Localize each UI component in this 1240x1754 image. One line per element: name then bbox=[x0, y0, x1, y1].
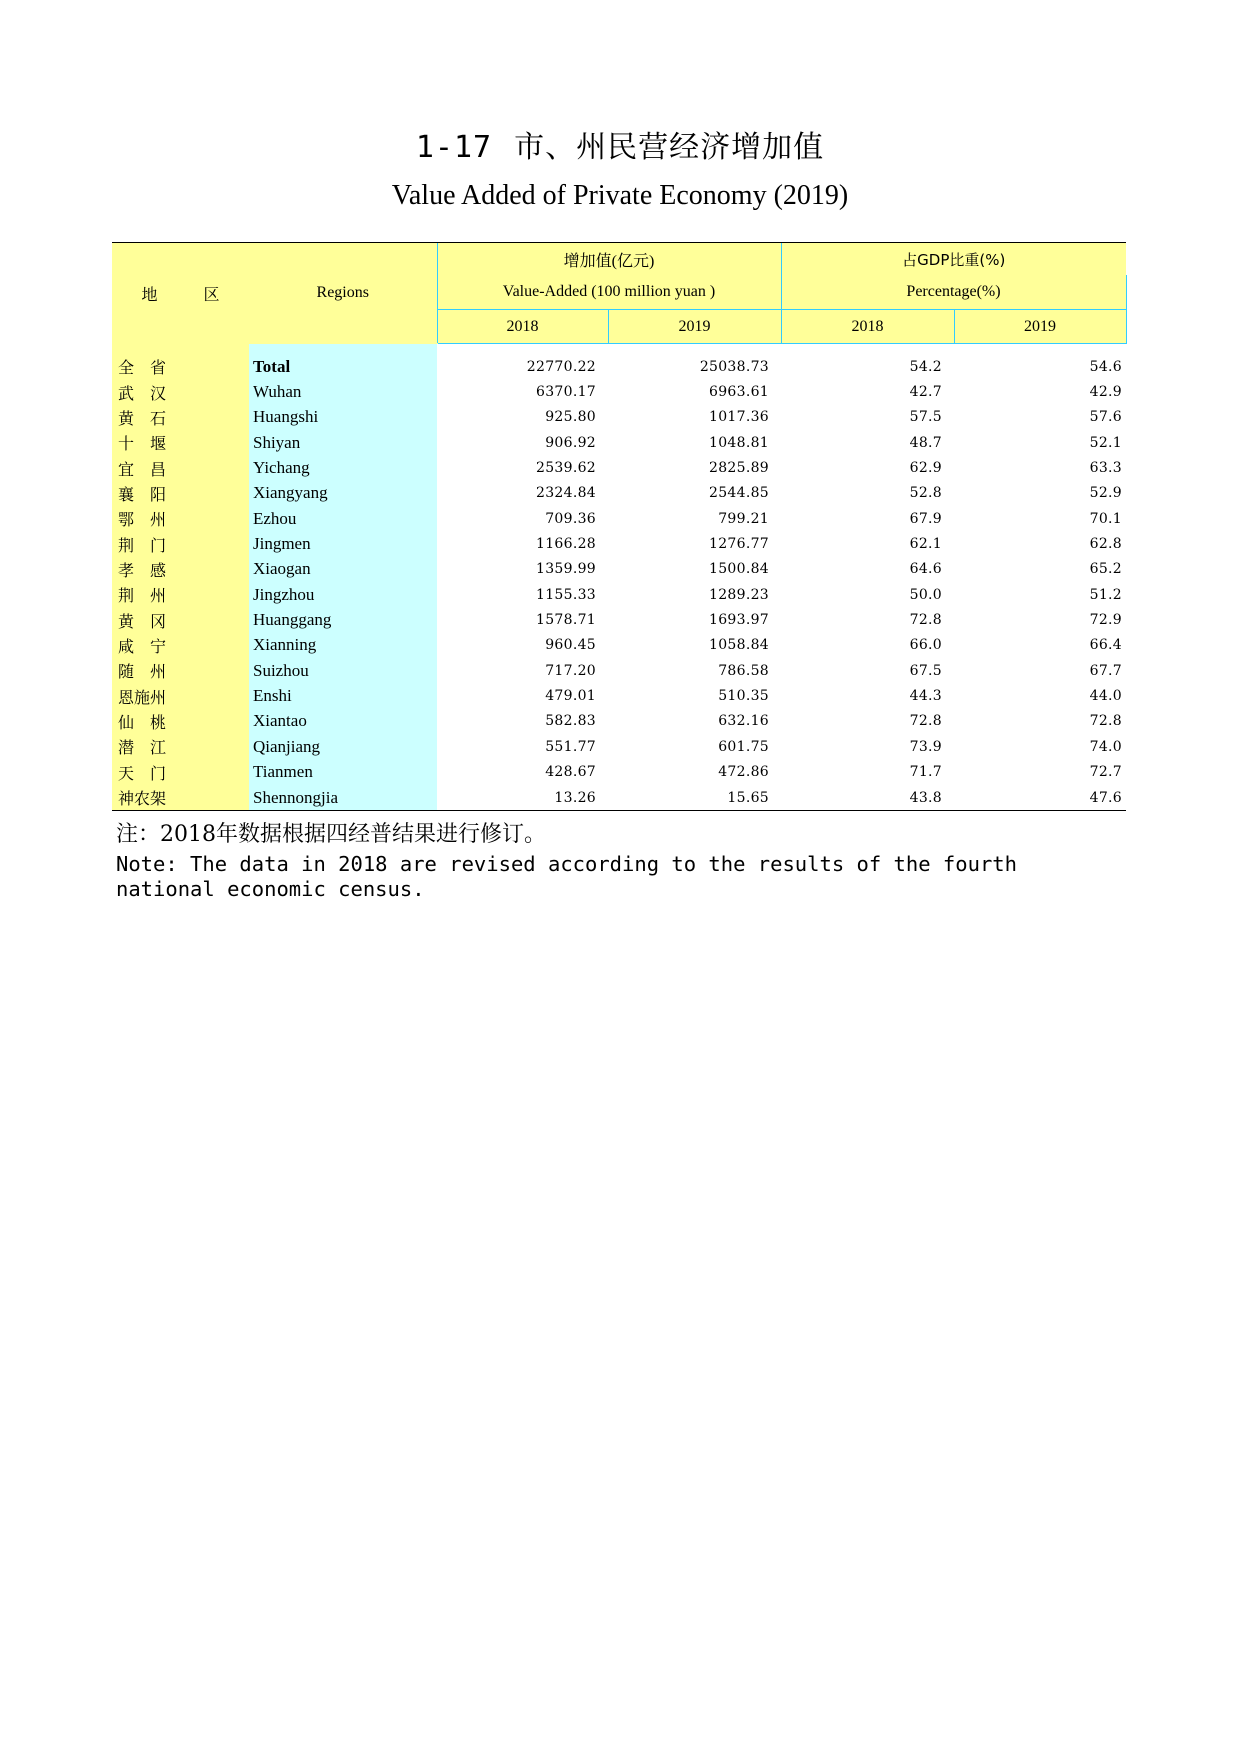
percentage-2018-cell: 73.9 bbox=[909, 738, 943, 755]
value-added-2019-cell: 25038.73 bbox=[699, 358, 770, 375]
region-cn-cell: 武 汉 bbox=[112, 379, 249, 404]
page-title-en: Value Added of Private Economy (2019) bbox=[391, 180, 849, 211]
value-added-2018-cell: 582.83 bbox=[545, 713, 596, 730]
table-row bbox=[112, 354, 1126, 379]
header-region-cn bbox=[112, 243, 249, 344]
region-en-cell: Enshi bbox=[249, 683, 437, 708]
region-cn-cell: 十 堰 bbox=[112, 430, 249, 455]
value-added-2018-cell: 479.01 bbox=[545, 688, 596, 705]
region-cn-cell: 荆 州 bbox=[112, 582, 249, 607]
value-added-2019-cell: 1276.77 bbox=[709, 536, 770, 553]
region-cn-cell: 随 州 bbox=[112, 658, 249, 683]
percentage-2018-cell: 67.5 bbox=[909, 662, 943, 679]
percentage-2018-cell: 44.3 bbox=[909, 688, 943, 705]
table-row bbox=[112, 785, 1126, 811]
value-added-2019-cell: 1017.36 bbox=[709, 409, 770, 426]
region-en-cell: Suizhou bbox=[249, 658, 437, 683]
value-added-2019-cell: 1289.23 bbox=[709, 586, 770, 603]
header-region-en: Regions bbox=[249, 243, 437, 344]
value-added-2018-cell: 2324.84 bbox=[536, 485, 596, 502]
region-cn-cell: 襄 阳 bbox=[112, 481, 249, 506]
region-en-cell: Xiaogan bbox=[249, 557, 437, 582]
value-added-2018-cell: 551.77 bbox=[545, 738, 596, 755]
title-cn-text: 市、州民营经济增加值 bbox=[514, 130, 825, 165]
value-added-2019-cell: 601.75 bbox=[718, 738, 770, 755]
percentage-2018-cell: 67.9 bbox=[909, 510, 943, 527]
percentage-2019-cell: 72.7 bbox=[1089, 764, 1123, 781]
value-added-2019-cell: 6963.61 bbox=[709, 384, 770, 401]
value-added-2019-cell: 2544.85 bbox=[709, 485, 770, 502]
percentage-2019-cell: 52.9 bbox=[1089, 485, 1123, 502]
region-en-cell: Xiantao bbox=[249, 709, 437, 734]
region-en-cell: Xiangyang bbox=[249, 481, 437, 506]
note-en: Note: The data in 2018 are revised according to the results of the fourth national economic census. bbox=[116, 852, 1030, 901]
header-percentage-en: Percentage(%) bbox=[781, 275, 1126, 310]
value-added-2019-cell: 786.58 bbox=[718, 662, 770, 679]
region-cn-cell: 神农架 bbox=[112, 785, 249, 811]
region-en-cell: Jingzhou bbox=[249, 582, 437, 607]
table-row bbox=[112, 734, 1126, 759]
value-added-2018-cell: 13.26 bbox=[437, 785, 608, 811]
value-added-2019-cell: 1058.84 bbox=[709, 637, 770, 654]
table-row bbox=[112, 531, 1126, 556]
value-added-2019-cell: 2825.89 bbox=[709, 460, 770, 477]
region-cn-cell: 荆 门 bbox=[112, 531, 249, 556]
table-row bbox=[112, 709, 1126, 734]
table-row bbox=[112, 430, 1126, 455]
region-cn-cell: 咸 宁 bbox=[112, 633, 249, 658]
value-added-2018-cell: 717.20 bbox=[545, 662, 596, 679]
table-row bbox=[112, 455, 1126, 480]
percentage-2019-cell: 44.0 bbox=[1089, 688, 1123, 705]
header-region-cn-a: 地 bbox=[141, 286, 158, 304]
percentage-2018-cell: 48.7 bbox=[909, 434, 943, 451]
table-row bbox=[112, 658, 1126, 683]
region-cn-cell: 仙 桃 bbox=[112, 709, 249, 734]
header-region-cn-b: 区 bbox=[203, 286, 220, 304]
value-added-2018-cell: 428.67 bbox=[545, 764, 596, 781]
table-number: 1-17 bbox=[415, 130, 493, 165]
value-added-2018-cell: 960.45 bbox=[545, 637, 596, 654]
region-cn-cell: 黄 冈 bbox=[112, 607, 249, 632]
table-row bbox=[112, 405, 1126, 430]
region-cn-cell: 恩施州 bbox=[112, 683, 249, 708]
region-en-cell: Tianmen bbox=[249, 760, 437, 785]
value-added-2019-cell: 1693.97 bbox=[709, 612, 770, 629]
region-en-cell: Xianning bbox=[249, 633, 437, 658]
note-cn: 注：2018年数据根据四经普结果进行修订。 bbox=[116, 822, 546, 847]
percentage-2019-cell: 74.0 bbox=[1089, 738, 1123, 755]
percentage-2018-cell: 64.6 bbox=[909, 561, 943, 578]
table-row bbox=[112, 481, 1126, 506]
percentage-2019-cell: 51.2 bbox=[1089, 586, 1123, 603]
value-added-2019-cell: 510.35 bbox=[718, 688, 770, 705]
percentage-2019-cell: 52.1 bbox=[1089, 434, 1123, 451]
percentage-2018-cell: 43.8 bbox=[781, 785, 954, 811]
percentage-2019-cell: 70.1 bbox=[1089, 510, 1123, 527]
region-cn-cell: 宜 昌 bbox=[112, 455, 249, 480]
table-row bbox=[112, 506, 1126, 531]
header-year-pct-2018: 2018 bbox=[781, 310, 954, 344]
percentage-2018-cell: 42.7 bbox=[909, 384, 943, 401]
region-cn-cell: 黄 石 bbox=[112, 405, 249, 430]
header-year-va-2018: 2018 bbox=[437, 310, 608, 344]
percentage-2019-cell: 42.9 bbox=[1089, 384, 1123, 401]
value-added-2018-cell: 1155.33 bbox=[536, 586, 596, 603]
percentage-2019-cell: 54.6 bbox=[1089, 358, 1123, 375]
table-header bbox=[112, 243, 1126, 344]
value-added-2018-cell: 1166.28 bbox=[536, 536, 596, 553]
table-row bbox=[112, 557, 1126, 582]
percentage-2018-cell: 52.8 bbox=[909, 485, 943, 502]
header-percentage-cn: 占GDP比重(%) bbox=[781, 243, 1126, 276]
region-en-cell: Shiyan bbox=[249, 430, 437, 455]
region-en-cell: Ezhou bbox=[249, 506, 437, 531]
value-added-2018-cell: 6370.17 bbox=[536, 384, 596, 401]
value-added-2019-cell: 1048.81 bbox=[709, 434, 770, 451]
page-title-cn bbox=[0, 128, 1240, 168]
percentage-2019-cell: 47.6 bbox=[954, 785, 1126, 811]
header-year-pct-2019: 2019 bbox=[954, 310, 1126, 344]
table-row bbox=[112, 379, 1126, 404]
table-row bbox=[112, 633, 1126, 658]
percentage-2018-cell: 71.7 bbox=[909, 764, 943, 781]
percentage-2019-cell: 72.9 bbox=[1089, 612, 1123, 629]
region-en-cell: Qianjiang bbox=[249, 734, 437, 759]
table-row bbox=[112, 582, 1126, 607]
data-table bbox=[112, 242, 1127, 811]
region-cn-cell: 天 门 bbox=[112, 760, 249, 785]
header-value-added-cn: 增加值(亿元) bbox=[437, 243, 781, 276]
percentage-2019-cell: 65.2 bbox=[1089, 561, 1123, 578]
region-cn-cell: 潜 江 bbox=[112, 734, 249, 759]
value-added-2018-cell: 906.92 bbox=[545, 434, 596, 451]
region-en-cell: Huanggang bbox=[249, 607, 437, 632]
value-added-2019-cell: 1500.84 bbox=[709, 561, 770, 578]
region-en-cell: Shennongjia bbox=[249, 785, 437, 811]
value-added-2018-cell: 709.36 bbox=[545, 510, 596, 527]
region-en-cell: Wuhan bbox=[249, 379, 437, 404]
value-added-2018-cell: 925.80 bbox=[545, 409, 596, 426]
value-added-2018-cell: 1359.99 bbox=[536, 561, 596, 578]
percentage-2019-cell: 62.8 bbox=[1089, 536, 1123, 553]
region-en-cell: Huangshi bbox=[249, 405, 437, 430]
percentage-2019-cell: 63.3 bbox=[1089, 460, 1123, 477]
percentage-2018-cell: 62.9 bbox=[909, 460, 943, 477]
percentage-2019-cell: 57.6 bbox=[1089, 409, 1123, 426]
value-added-2018-cell: 2539.62 bbox=[536, 460, 596, 477]
percentage-2018-cell: 50.0 bbox=[909, 586, 943, 603]
percentage-2018-cell: 54.2 bbox=[909, 358, 943, 375]
region-en-cell: Total bbox=[249, 354, 437, 379]
region-en-cell: Yichang bbox=[249, 455, 437, 480]
table-body bbox=[112, 344, 1126, 811]
region-cn-cell: 全 省 bbox=[112, 354, 249, 379]
value-added-2019-cell: 15.65 bbox=[608, 785, 781, 811]
percentage-2018-cell: 62.1 bbox=[909, 536, 943, 553]
table-row bbox=[112, 683, 1126, 708]
percentage-2018-cell: 57.5 bbox=[909, 409, 943, 426]
percentage-2018-cell: 66.0 bbox=[909, 637, 943, 654]
value-added-2018-cell: 1578.71 bbox=[536, 612, 596, 629]
table-row bbox=[112, 760, 1126, 785]
region-cn-cell: 孝 感 bbox=[112, 557, 249, 582]
region-cn-cell: 鄂 州 bbox=[112, 506, 249, 531]
percentage-2018-cell: 72.8 bbox=[909, 713, 943, 730]
percentage-2019-cell: 72.8 bbox=[1089, 713, 1123, 730]
percentage-2019-cell: 67.7 bbox=[1089, 662, 1123, 679]
value-added-2019-cell: 472.86 bbox=[718, 764, 770, 781]
value-added-2019-cell: 632.16 bbox=[718, 713, 770, 730]
table-row bbox=[112, 607, 1126, 632]
header-value-added-en: Value-Added (100 million yuan ) bbox=[437, 275, 781, 310]
value-added-2018-cell: 22770.22 bbox=[526, 358, 596, 375]
value-added-2019-cell: 799.21 bbox=[718, 510, 770, 527]
region-en-cell: Jingmen bbox=[249, 531, 437, 556]
percentage-2019-cell: 66.4 bbox=[1089, 637, 1123, 654]
percentage-2018-cell: 72.8 bbox=[909, 612, 943, 629]
header-year-va-2019: 2019 bbox=[608, 310, 781, 344]
